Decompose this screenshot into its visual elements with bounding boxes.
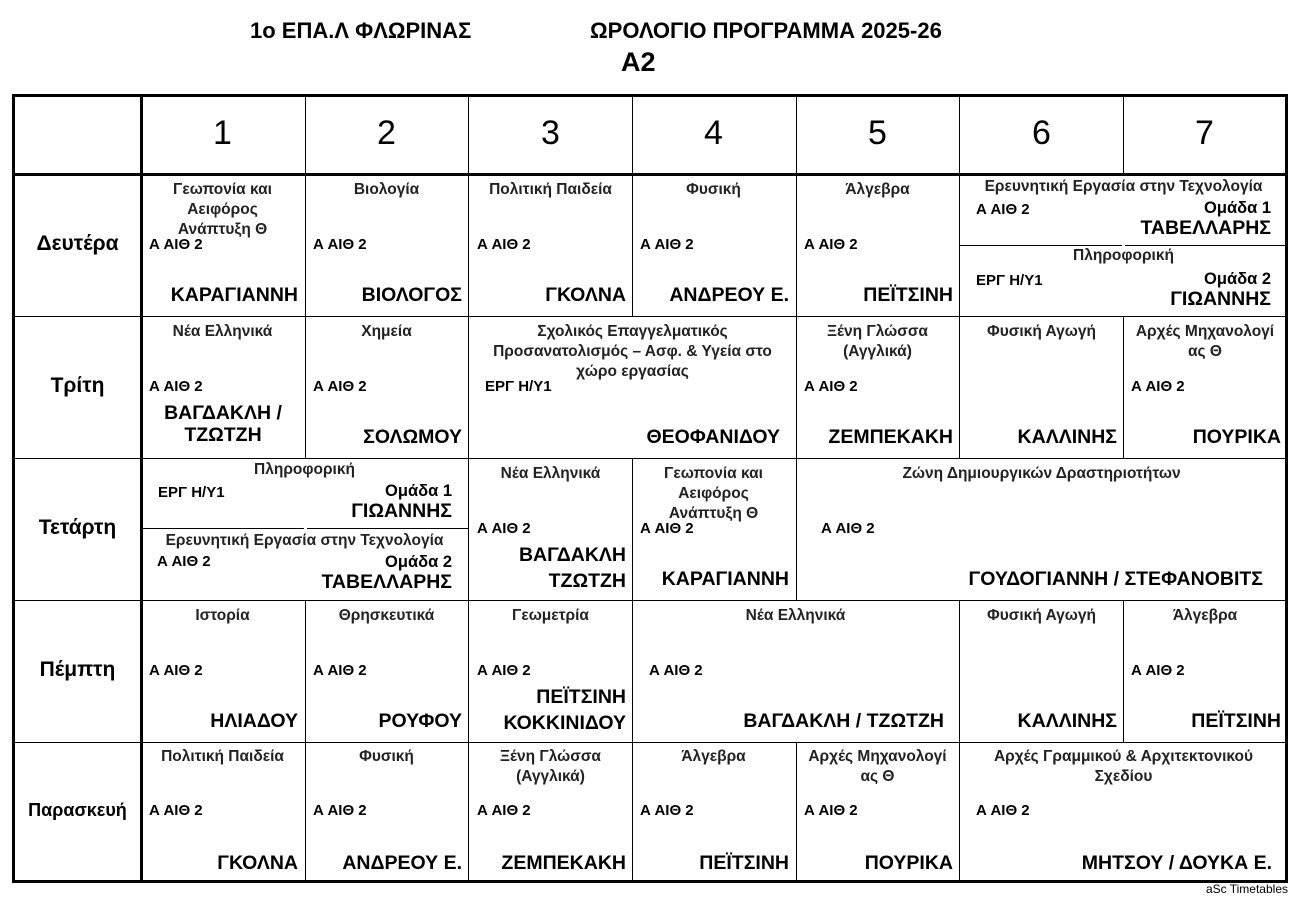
lesson-cell[interactable]: Φυσική Α ΑΙΘ 2 ΑΝΔΡΕΟΥ Ε. (313, 748, 462, 874)
lesson-cell[interactable]: Ξένη Γλώσσα (Αγγλικά) Α ΑΙΘ 2 ΖΕΜΠΕΚΑΚΗ (804, 323, 953, 448)
day-label-wednesday: Τετάρτη (38, 516, 117, 539)
lesson-cell-group-1[interactable]: Ερευνητική Εργασία στην Τεχνολογία Α ΑΙΘ 2 Ομάδα 1 ΤΑΒΕΛΛΑΡΗΣ (976, 178, 1271, 239)
lesson-cell[interactable]: Γεωπονία και Αειφόρος Ανάπτυξη Θ Α ΑΙΘ 2 ΚΑΡΑΓΙΑΝΝΗ (640, 465, 789, 590)
lesson-cell[interactable]: Άλγεβρα Α ΑΙΘ 2 ΠΕΪΤΣΙΝΗ (1131, 607, 1281, 732)
timetable-title: ΩΡΟΛΟΓΙΟ ΠΡΟΓΡΑΜΜΑ 2025-26 (590, 18, 942, 43)
day-label-tuesday: Τρίτη (50, 374, 105, 397)
lesson-cell[interactable]: Αρχές Γραμμικού & Αρχιτεκτονικού Σχεδίου Α ΑΙΘ 2 ΜΗΤΣΟΥ / ΔΟΥΚΑ Ε. (976, 748, 1272, 874)
period-header-6: 6 (1032, 114, 1051, 152)
lesson-cell[interactable]: Πολιτική Παιδεία Α ΑΙΘ 2 ΓΚΟΛΝΑ (477, 181, 626, 306)
lesson-cell[interactable]: Γεωμετρία Α ΑΙΘ 2 ΠΕΪΤΣΙΝΗ ΚΟΚΚΙΝΙΔΟΥ (477, 607, 626, 734)
lesson-cell[interactable]: Αρχές Μηχανολογί ας Θ Α ΑΙΘ 2 ΠΟΥΡΙΚΑ (1131, 323, 1281, 448)
lesson-cell-group-2[interactable]: Πληροφορική ΕΡΓ Η/Υ1 Ομάδα 2 ΓΙΩΑΝΝΗΣ (976, 247, 1271, 310)
lesson-cell-group-2[interactable]: Ερευνητική Εργασία στην Τεχνολογία Α ΑΙΘ 2 Ομάδα 2 ΤΑΒΕΛΛΑΡΗΣ (157, 532, 452, 593)
lesson-cell[interactable]: Βιολογία Α ΑΙΘ 2 ΒΙΟΛΟΓΟΣ (313, 181, 462, 306)
footer-credit: aSc Timetables (1205, 882, 1288, 896)
lesson-cell[interactable]: Ζώνη Δημιουργικών Δραστηριοτήτων Α ΑΙΘ 2 ΓΟΥΔΟΓΙΑΝΝΗ / ΣΤΕΦΑΝΟΒΙΤΣ (821, 465, 1263, 590)
day-label-thursday: Πέμπτη (39, 658, 116, 681)
day-label-friday: Παρασκευή (28, 800, 127, 820)
lesson-cell-group-1[interactable]: Πληροφορική ΕΡΓ Η/Υ1 Ομάδα 1 ΓΙΩΑΝΝΗΣ (158, 461, 452, 522)
lesson-cell[interactable]: Νέα Ελληνικά Α ΑΙΘ 2 ΒΑΓΔΑΚΛΗ / ΤΖΩΤΖΗ (149, 323, 282, 446)
period-header-4: 4 (704, 114, 723, 152)
lesson-cell[interactable]: Άλγεβρα Α ΑΙΘ 2 ΠΕΪΤΣΙΝΗ (640, 748, 789, 874)
lesson-cell[interactable]: Χημεία Α ΑΙΘ 2 ΣΟΛΩΜΟΥ (313, 323, 462, 448)
lesson-cell[interactable]: Φυσική Αγωγή ΚΑΛΛΙΝΗΣ (987, 323, 1117, 448)
school-name: 1ο ΕΠΑ.Λ ΦΛΩΡΙΝΑΣ (250, 18, 472, 43)
period-header-5: 5 (868, 114, 887, 152)
lesson-cell[interactable]: Νέα Ελληνικά Α ΑΙΘ 2 ΒΑΓΔΑΚΛΗ / ΤΖΩΤΖΗ (649, 607, 944, 732)
lesson-cell[interactable]: Θρησκευτικά Α ΑΙΘ 2 ΡΟΥΦΟΥ (313, 607, 462, 732)
lesson-cell[interactable]: Γεωπονία και Αειφόρος Ανάπτυξη Θ Α ΑΙΘ 2 ΚΑΡΑΓΙΑΝΝΗ (149, 181, 298, 306)
lesson-cell[interactable]: Άλγεβρα Α ΑΙΘ 2 ΠΕΪΤΣΙΝΗ (804, 181, 953, 306)
period-header-2: 2 (377, 114, 396, 152)
lesson-cell[interactable]: Νέα Ελληνικά Α ΑΙΘ 2 ΒΑΓΔΑΚΛΗ ΤΖΩΤΖΗ (477, 465, 626, 592)
class-name: Α2 (621, 47, 656, 77)
lesson-cell[interactable]: Πολιτική Παιδεία Α ΑΙΘ 2 ΓΚΟΛΝΑ (149, 748, 298, 874)
day-label-monday: Δευτέρα (36, 232, 119, 255)
lesson-cell[interactable]: Σχολικός Επαγγελματικός Προσανατολισμός – Ασφ. & Υγεία στο χώρο εργασίας ΕΡΓ Η/Υ1 ΘΕΟΦΑΝΙΔΟΥ (485, 323, 780, 448)
period-header-7: 7 (1195, 114, 1214, 152)
lesson-cell[interactable]: Φυσική Αγωγή ΚΑΛΛΙΝΗΣ (987, 607, 1117, 732)
lesson-cell[interactable]: Αρχές Μηχανολογί ας Θ Α ΑΙΘ 2 ΠΟΥΡΙΚΑ (804, 748, 953, 874)
lesson-cell[interactable]: Ιστορία Α ΑΙΘ 2 ΗΛΙΑΔΟΥ (149, 607, 298, 732)
period-header-3: 3 (541, 114, 560, 152)
lesson-cell[interactable]: Ξένη Γλώσσα (Αγγλικά) Α ΑΙΘ 2 ΖΕΜΠΕΚΑΚΗ (477, 748, 626, 874)
lesson-cell[interactable]: Φυσική Α ΑΙΘ 2 ΑΝΔΡΕΟΥ Ε. (640, 181, 789, 306)
period-header-1: 1 (213, 114, 232, 152)
